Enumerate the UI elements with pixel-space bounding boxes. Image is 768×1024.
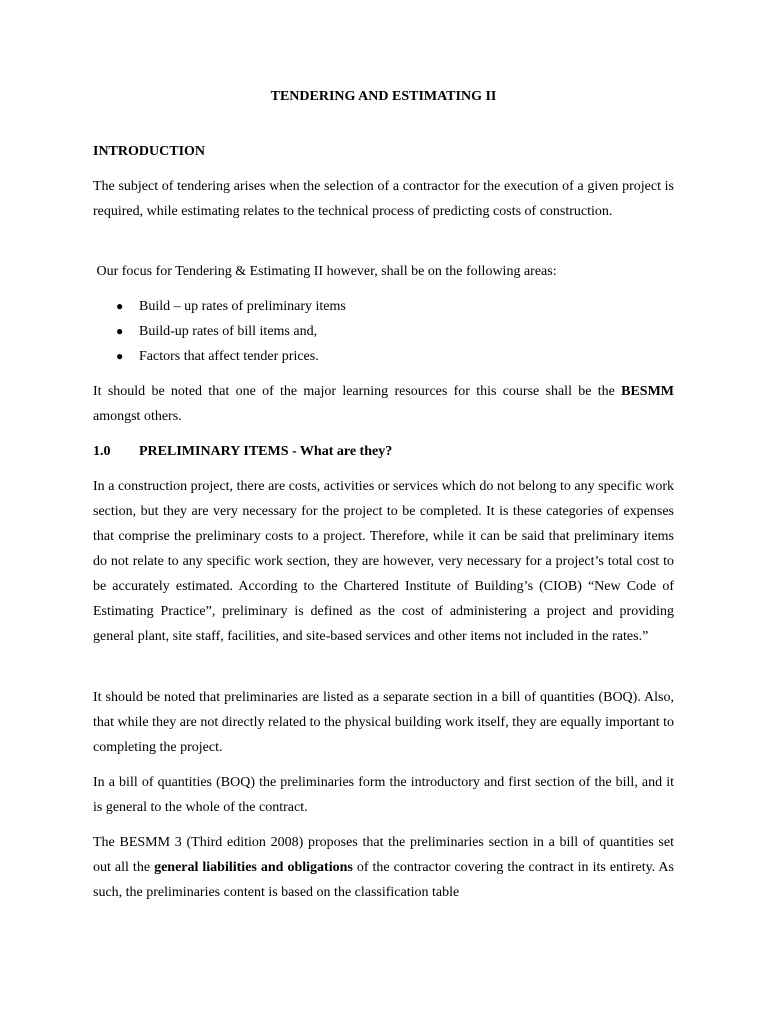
construction-paragraph: In a construction project, there are costs, activities or services which do not belong to any specific work section, but they are very necessary for the project to be completed. It is these categories of expenses that comprise the preliminary costs to a project. Therefore, while it can be said that preliminary items do not relate to any specific work section, they are however, very necessary for a project’s total cost to be accurately estimated. According to the Chartered Institute of Building’s (CIOB) “New Code of Estimating Practice”, preliminary is defined as the cost of administering a project and providing general plant, site staff, facilities, and site-based services and other items not included in the rates.” (93, 479, 674, 644)
section-number: 1.0 (93, 444, 111, 459)
besmm-text: The BESMM 3 (Third edition 2008) proposes that the preliminaries section in a bill of quantities set out all the (93, 835, 674, 875)
focus-bullet-list (93, 294, 674, 369)
focus-line: Our focus for Tendering & Estimating II however, shall be on the following areas: (93, 264, 557, 279)
bullet-icon: ● (116, 324, 124, 338)
introduction-paragraph: The subject of tendering arises when the selection of a contractor for the execution of a given project is required, while estimating relates to the technical process of predicting costs of construction. (93, 179, 674, 219)
note-text: It should be noted that one of the major learning resources for this course shall be the (93, 384, 622, 399)
section-heading (93, 442, 674, 462)
bullet-icon: ● (116, 349, 124, 363)
besmm-text-end: of the contractor covering the contract in its entirety. As such, the preliminaries content is based on the classification table (93, 860, 674, 900)
list-item (93, 294, 674, 319)
bullet-icon: ● (116, 299, 124, 313)
list-item (93, 344, 674, 369)
besmm-paragraph (93, 830, 674, 905)
document-title: TENDERING AND ESTIMATING II (270, 89, 497, 104)
bullet-text: Factors that affect tender prices. (139, 349, 319, 364)
besmm-note-paragraph (93, 379, 674, 429)
section-title: PRELIMINARY ITEMS - What are they? (139, 444, 393, 459)
bullet-text: Build-up rates of bill items and, (139, 324, 318, 339)
besmm-emphasis: BESMM (621, 384, 674, 399)
note-text-end: amongst others. (93, 409, 182, 424)
boq-separate-paragraph: It should be noted that preliminaries are listed as a separate section in a bill of quantities (BOQ). Also, that while they are not directly related to the physical building work itself, they are equally important to completing the project. (93, 690, 674, 755)
introduction-heading: INTRODUCTION (93, 144, 206, 159)
list-item (93, 319, 674, 344)
liabilities-emphasis: general liabilities and obligations (154, 860, 353, 875)
bullet-text: Build – up rates of preliminary items (139, 299, 346, 314)
boq-intro-paragraph: In a bill of quantities (BOQ) the preliminaries form the introductory and first section of the bill, and it is general to the whole of the contract. (93, 775, 674, 815)
